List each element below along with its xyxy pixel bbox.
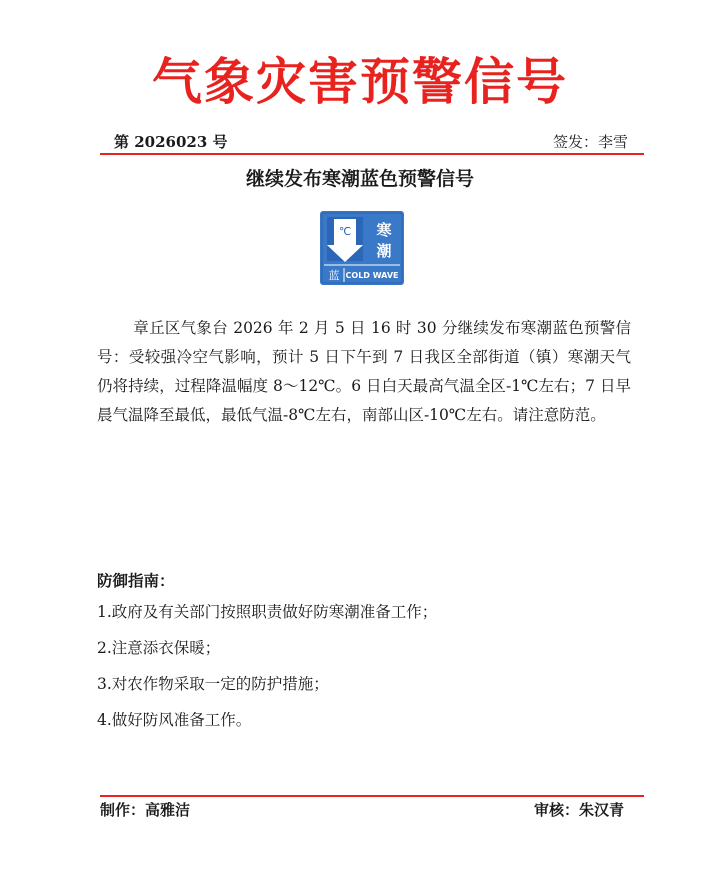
guide-item: 1.政府及有关部门按照职责做好防寒潮准备工作； <box>97 603 438 621</box>
cold-wave-blue-signal-icon <box>320 211 404 285</box>
signal-level-char: 蓝 <box>328 269 340 282</box>
guide-item: 4.做好防风准备工作。 <box>97 711 252 729</box>
temp-symbol: ℃ <box>338 225 352 238</box>
signer: 签发：李雪 <box>552 133 628 151</box>
guide-item: 3.对农作物采取一定的防护措施； <box>97 675 329 693</box>
guide-item: 2.注意添衣保暖； <box>97 639 221 657</box>
warning-body <box>97 314 631 430</box>
issue-info-row <box>100 130 644 154</box>
footer-row <box>100 797 644 823</box>
warning-body-text: 章丘区气象台 2026 年 2 月 5 日 16 时 30 分继续发布寒潮蓝色预警信号：受较强冷空气影响，预计 5 日下午到 7 日我区全部街道（镇）寒潮天气仍将持续，过程降温幅度 8～12℃。6 日白天最高气温全区-1℃左右；7 日早晨气温降至最低，最低气温-8℃左右，南部山区-10℃左右。请注意防范。 <box>97 319 631 424</box>
issue-number: 第 2026023 号 <box>114 133 228 151</box>
document-title: 继续发布寒潮蓝色预警信号 <box>245 168 474 190</box>
signal-cold-char-2: 潮 <box>376 242 392 260</box>
signal-cold-char-1: 寒 <box>376 221 392 239</box>
header-divider <box>100 153 644 155</box>
guide-heading: 防御指南： <box>97 571 175 590</box>
main-title: 气象灾害预警信号 <box>152 53 568 111</box>
maker: 制作：高雅洁 <box>100 801 191 819</box>
defense-guide <box>97 569 637 744</box>
signal-english-label: COLD WAVE <box>345 271 399 280</box>
reviewer: 审核：朱汉青 <box>533 801 624 819</box>
